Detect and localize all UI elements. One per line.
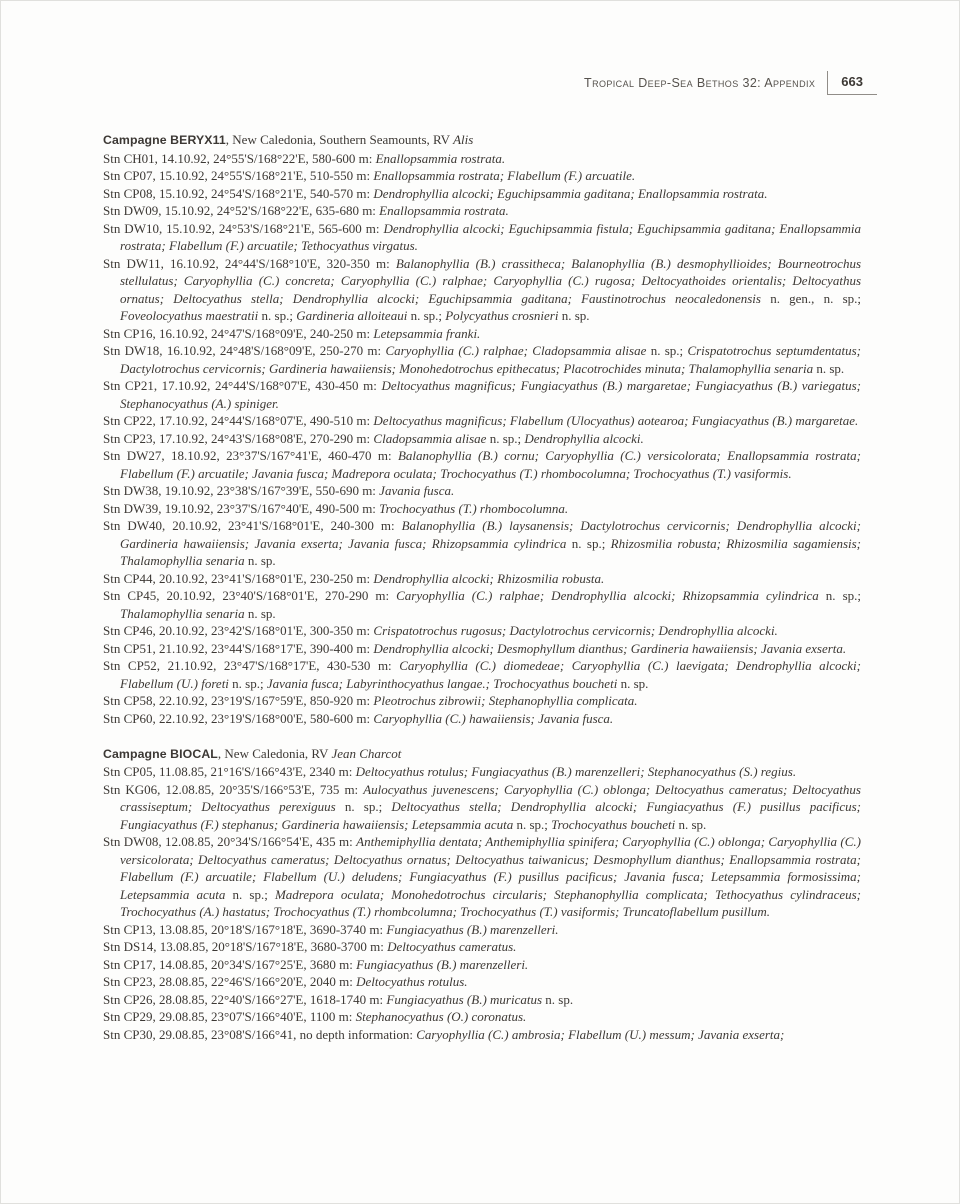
station-prefix: Stn CP30, 29.08.85, 23°08'S/166°41, no depth information:	[103, 1026, 417, 1042]
station-entry	[103, 781, 861, 834]
station-prefix: Stn CP44, 20.10.92, 23°41'S/168°01'E, 230-250 m:	[103, 570, 374, 586]
species-text: Deltocyathus magnificus; Flabellum (Ulocyathus) aotearoa; Fungiacyathus (B.) margaretae.	[373, 413, 859, 428]
section-campagne-beryx11	[103, 131, 861, 727]
station-prefix: Stn DW11, 16.10.92, 24°44'S/168°10'E, 320-350 m:	[103, 255, 396, 271]
species-text: Dendrophyllia alcocki; Rhizosmilia robusta.	[373, 570, 605, 586]
station-entry	[103, 185, 861, 203]
species-text: Fungiacyathus (B.) marenzelleri.	[356, 956, 529, 972]
station-entry	[103, 763, 861, 781]
station-prefix: Stn DW27, 18.10.92, 23°37'S/167°41'E, 460-470 m:	[103, 448, 398, 463]
species-text: n. sp.;	[407, 308, 442, 323]
species-text: n. sp.	[542, 991, 574, 1007]
species-text: n. sp.	[813, 360, 845, 376]
station-prefix: Stn CP23, 17.10.92, 24°43'S/168°08'E, 270-290 m:	[103, 430, 374, 446]
station-prefix: Stn CP58, 22.10.92, 23°19'S/167°59'E, 850-920 m:	[103, 693, 374, 708]
species-text: Balanophyllia (B.) cornu; Caryophyllia (C.) versicolorata; Enallopsammia rostrata; Flabellum (F.) arcuatile; Javania fusca; Madrepora oculata; Trochocyathus (T.) rhombocolumna; Trochocyathus (T.) vasiformis.	[120, 448, 861, 481]
species-text: Crispatotrochus rugosus; Dactylotrochus cervicornis; Dendrophyllia alcocki.	[373, 623, 778, 638]
species-text: Deltocyathus cameratus.	[387, 939, 517, 954]
species-text: Stephanocyathus (O.) coronatus.	[355, 1009, 527, 1024]
species-text: Trochocyathus boucheti	[547, 816, 676, 832]
species-text: n. sp.;	[566, 535, 606, 551]
species-text: Enallopsammia rostrata; Flabellum (F.) arcuatile.	[373, 168, 636, 183]
station-entry	[103, 938, 861, 956]
species-text: n. sp.;	[228, 675, 264, 691]
station-prefix: Stn CP46, 20.10.92, 23°42'S/168°01'E, 300-350 m:	[103, 623, 374, 638]
station-entry	[103, 412, 861, 430]
species-text: Caryophyllia (C.) ambrosia; Flabellum (U.) messum; Javania exserta;	[416, 1026, 785, 1042]
page-number-box	[827, 71, 877, 95]
station-entry	[103, 220, 861, 255]
campagne-locality: , New Caledonia, Southern Seamounts, RV	[225, 132, 454, 147]
species-text: Foveolocyathus maestratii	[120, 308, 259, 323]
section-campagne-biocal	[103, 745, 861, 1044]
station-prefix: Stn CP16, 16.10.92, 24°47'S/168°09'E, 240-250 m:	[103, 325, 374, 341]
species-text: Thalamophyllia senaria	[120, 605, 245, 621]
station-entry	[103, 202, 861, 220]
species-text: Letepsammia franki.	[373, 325, 481, 341]
species-text: Caryophyllia (C.) hawaiiensis; Javania fusca.	[373, 710, 614, 726]
species-text: Crispatotrochus septumdentatus; Dactylotrochus cervicornis; Gardineria hawaiiensis; Monohedotrochus epithecatus; Placotrochides minuta; Thalamophyllia senaria	[120, 343, 861, 376]
station-entry	[103, 833, 861, 921]
station-prefix: Stn CH01, 14.10.92, 24°55'S/168°22'E, 580-600 m:	[103, 150, 376, 166]
station-entry	[103, 517, 861, 570]
station-entry	[103, 1008, 861, 1026]
species-text: n. sp.;	[258, 308, 293, 323]
station-prefix: Stn DW08, 12.08.85, 20°34'S/166°54'E, 435 m:	[103, 834, 357, 849]
species-text: Dendrophyllia alcocki; Desmophyllum dianthus; Gardineria hawaiiensis; Javania exserta.	[373, 640, 847, 656]
station-entry	[103, 167, 861, 185]
section-heading	[103, 131, 861, 150]
station-entry	[103, 1026, 861, 1044]
station-prefix: Stn CP17, 14.08.85, 20°34'S/167°25'E, 3680 m:	[103, 956, 357, 972]
species-text: n. sp.;	[225, 886, 268, 902]
station-prefix: Stn CP26, 28.08.85, 22°40'S/166°27'E, 1618-1740 m:	[103, 991, 387, 1007]
station-entries	[103, 150, 861, 728]
species-text: Javania fusca; Labyrinthocyathus langae.; Trochocyathus boucheti	[263, 675, 618, 691]
station-prefix: Stn DW18, 16.10.92, 24°48'S/168°09'E, 250-270 m:	[103, 343, 386, 358]
station-prefix: Stn DW09, 15.10.92, 24°52'S/168°22'E, 635-680 m:	[103, 203, 380, 218]
station-entry	[103, 973, 861, 991]
species-text: n. sp.	[244, 553, 276, 568]
station-prefix: Stn DW38, 19.10.92, 23°38'S/167°39'E, 550-690 m:	[103, 483, 380, 498]
species-text: Cladopsammia alisae	[373, 430, 487, 446]
species-text: Anthemiphyllia dentata; Anthemiphyllia spinifera; Caryophyllia (C.) oblonga; Caryophyllia (C.) versicolorata; Deltocyathus cameratus; Deltocyathus ornatus; Deltocyathus taiwanicus; Desmophyllum dianthus; Enallopsammia rostrata; Flabellum (F.) arcuatile; Flabellum (U.) deludens; Fungiacyathus (F.) pusillus pacificus; Javania fusca; Letepsammia formosissima; Letepsammia acuta	[120, 834, 862, 902]
species-text: Balanophyllia (B.) laysanensis; Dactylotrochus cervicornis; Dendrophyllia alcocki; Gardineria hawaiiensis; Javania exserta; Javania fusca; Rhizopsammia cylindrica	[120, 518, 861, 551]
species-text: Dendrophyllia alcocki.	[521, 430, 644, 446]
species-text: Dendrophyllia alcocki; Eguchipsammia fistula; Eguchipsammia gaditana; Enallopsammia rostrata; Flabellum (F.) arcuatile; Tethocyathus virgatus.	[120, 220, 862, 253]
station-entry	[103, 447, 861, 482]
station-entry	[103, 657, 861, 692]
species-text: n. sp.;	[818, 588, 862, 603]
station-prefix: Stn CP05, 11.08.85, 21°16'S/166°43'E, 2340 m:	[103, 764, 356, 779]
species-text: Deltocyathus stella; Dendrophyllia alcocki; Fungiacyathus (F.) pusillus pacificus; Fungiacyathus (F.) stephanus; Gardineria hawaiiensis; Letepsammia acuta	[120, 799, 861, 832]
station-entry	[103, 710, 861, 728]
station-entry	[103, 991, 861, 1009]
species-text: Rhizosmilia robusta; Rhizosmilia sagamiensis; Thalamophyllia senaria	[120, 535, 862, 568]
species-text: n. sp.;	[513, 816, 548, 832]
station-entry	[103, 482, 861, 500]
station-prefix: Stn CP23, 28.08.85, 22°46'S/166°20'E, 2040 m:	[103, 974, 357, 989]
species-text: Gardineria alloiteaui	[292, 308, 408, 323]
station-entry	[103, 500, 861, 518]
station-prefix: Stn CP52, 21.10.92, 23°47'S/168°17'E, 430-530 m:	[103, 658, 400, 673]
vessel-name: Alis	[453, 132, 474, 147]
station-entries	[103, 763, 861, 1043]
station-entry	[103, 640, 861, 658]
station-entry	[103, 692, 861, 710]
station-prefix: Stn CP51, 21.10.92, 23°44'S/168°17'E, 390-400 m:	[103, 640, 374, 656]
species-text: n. sp.;	[486, 430, 522, 446]
station-entry	[103, 150, 861, 168]
species-text: Dendrophyllia alcocki; Eguchipsammia gaditana; Enallopsammia rostrata.	[373, 185, 768, 201]
station-prefix: Stn DS14, 13.08.85, 20°18'S/167°18'E, 3680-3700 m:	[103, 939, 388, 954]
station-prefix: Stn CP13, 13.08.85, 20°18'S/167°18'E, 3690-3740 m:	[103, 921, 387, 937]
species-text: Caryophyllia (C.) ralphae; Dendrophyllia alcocki; Rhizopsammia cylindrica	[396, 588, 819, 603]
station-entry	[103, 430, 861, 448]
station-prefix: Stn CP22, 17.10.92, 24°44'S/168°07'E, 490-510 m:	[103, 413, 374, 428]
page-number: 663	[841, 74, 863, 89]
species-text: Pleotrochus zibrowii; Stephanophyllia complicata.	[373, 693, 638, 708]
station-entry	[103, 342, 861, 377]
species-text: n. sp.;	[646, 343, 684, 358]
species-text: Enallopsammia rostrata.	[375, 150, 506, 166]
campagne-name: Campagne BIOCAL	[103, 746, 218, 761]
station-entry	[103, 325, 861, 343]
appendix-content	[103, 131, 861, 1043]
running-head	[584, 71, 877, 95]
running-head-title: Tropical Deep-Sea Bethos 32: Appendix	[584, 76, 816, 90]
station-prefix: Stn CP08, 15.10.92, 24°54'S/168°21'E, 540-570 m:	[103, 185, 374, 201]
species-text: n. sp.	[617, 675, 649, 691]
species-text: n. gen., n. sp.;	[760, 290, 861, 306]
species-text: Balanophyllia (B.) crassitheca; Balanophyllia (B.) desmophyllioides; Bourneotrochus stellulatus; Caryophyllia (C.) concreta; Caryophyllia (C.) ralphae; Caryophyllia (C.) rugosa; Deltocyathoides orientalis; Deltocyathus ornatus; Deltocyathus stella; Dendrophyllia alcocki; Eguchipsammia gaditana; Faustinotrochus neocaledonensis	[120, 255, 861, 306]
species-text: Fungiacyathus (B.) muricatus	[386, 991, 543, 1007]
species-text: Fungiacyathus (B.) marenzelleri.	[386, 921, 559, 937]
species-text: Madrepora oculata; Monohedotrochus circularis; Stephanophyllia complicata; Tethocyathus cylindraceus; Trochocyathus (A.) hastatus; Trochocyathus (T.) rhombcolumna; Trochocyathus (T.) vasiformis; Truncatoflabellum pusillum.	[120, 886, 861, 919]
station-prefix: Stn KG06, 12.08.85, 20°35'S/166°53'E, 735 m:	[103, 781, 364, 797]
species-text: n. sp.	[244, 605, 276, 621]
station-entry	[103, 622, 861, 640]
station-prefix: Stn DW40, 20.10.92, 23°41'S/168°01'E, 240-300 m:	[103, 518, 402, 533]
station-prefix: Stn CP45, 20.10.92, 23°40'S/168°01'E, 270-290 m:	[103, 588, 397, 603]
species-text: Javania fusca.	[379, 483, 455, 498]
campagne-locality: , New Caledonia, RV	[217, 745, 332, 761]
species-text: n. sp.	[558, 308, 590, 323]
station-entry	[103, 377, 861, 412]
species-text: Caryophyllia (C.) diomedeae; Caryophyllia (C.) laevigata; Dendrophyllia alcocki; Flabellum (U.) foreti	[120, 658, 861, 691]
station-prefix: Stn DW39, 19.10.92, 23°37'S/167°40'E, 490-500 m:	[103, 500, 380, 516]
campagne-name: Campagne BERYX11	[103, 133, 226, 147]
station-prefix: Stn DW10, 15.10.92, 24°53'S/168°21'E, 565-600 m:	[103, 220, 384, 236]
species-text: n. sp.;	[335, 799, 383, 814]
species-text: Deltocyathus rotulus.	[356, 974, 468, 989]
species-text: Deltocyathus rotulus; Fungiacyathus (B.) marenzelleri; Stephanocyathus (S.) regius.	[355, 764, 797, 779]
station-prefix: Stn CP29, 29.08.85, 23°07'S/166°40'E, 1100 m:	[103, 1009, 356, 1024]
species-text: n. sp.	[675, 816, 707, 832]
station-prefix: Stn CP21, 17.10.92, 24°44'S/168°07'E, 430-450 m:	[103, 378, 382, 393]
species-text: Trochocyathus (T.) rhombocolumna.	[379, 500, 569, 516]
vessel-name: Jean Charcot	[331, 745, 402, 761]
species-text: Enallopsammia rostrata.	[379, 203, 509, 218]
station-entry	[103, 570, 861, 588]
species-text: Polycyathus crosnieri	[441, 308, 559, 323]
station-entry	[103, 587, 861, 622]
station-prefix: Stn CP60, 22.10.92, 23°19'S/168°00'E, 580-600 m:	[103, 710, 374, 726]
station-entry	[103, 255, 861, 325]
station-entry	[103, 956, 861, 974]
station-prefix: Stn CP07, 15.10.92, 24°55'S/168°21'E, 510-550 m:	[103, 168, 374, 183]
species-text: Caryophyllia (C.) ralphae; Cladopsammia alisae	[385, 343, 647, 358]
station-entry	[103, 921, 861, 939]
species-text: Aulocyathus juvenescens; Caryophyllia (C.) oblonga; Deltocyathus cameratus; Deltocyathus crassiseptum; Deltocyathus perexiguus	[120, 781, 861, 814]
section-heading	[103, 745, 861, 764]
species-text: Deltocyathus magnificus; Fungiacyathus (B.) margaretae; Fungiacyathus (B.) variegatus; Stephanocyathus (A.) spiniger.	[120, 378, 861, 411]
